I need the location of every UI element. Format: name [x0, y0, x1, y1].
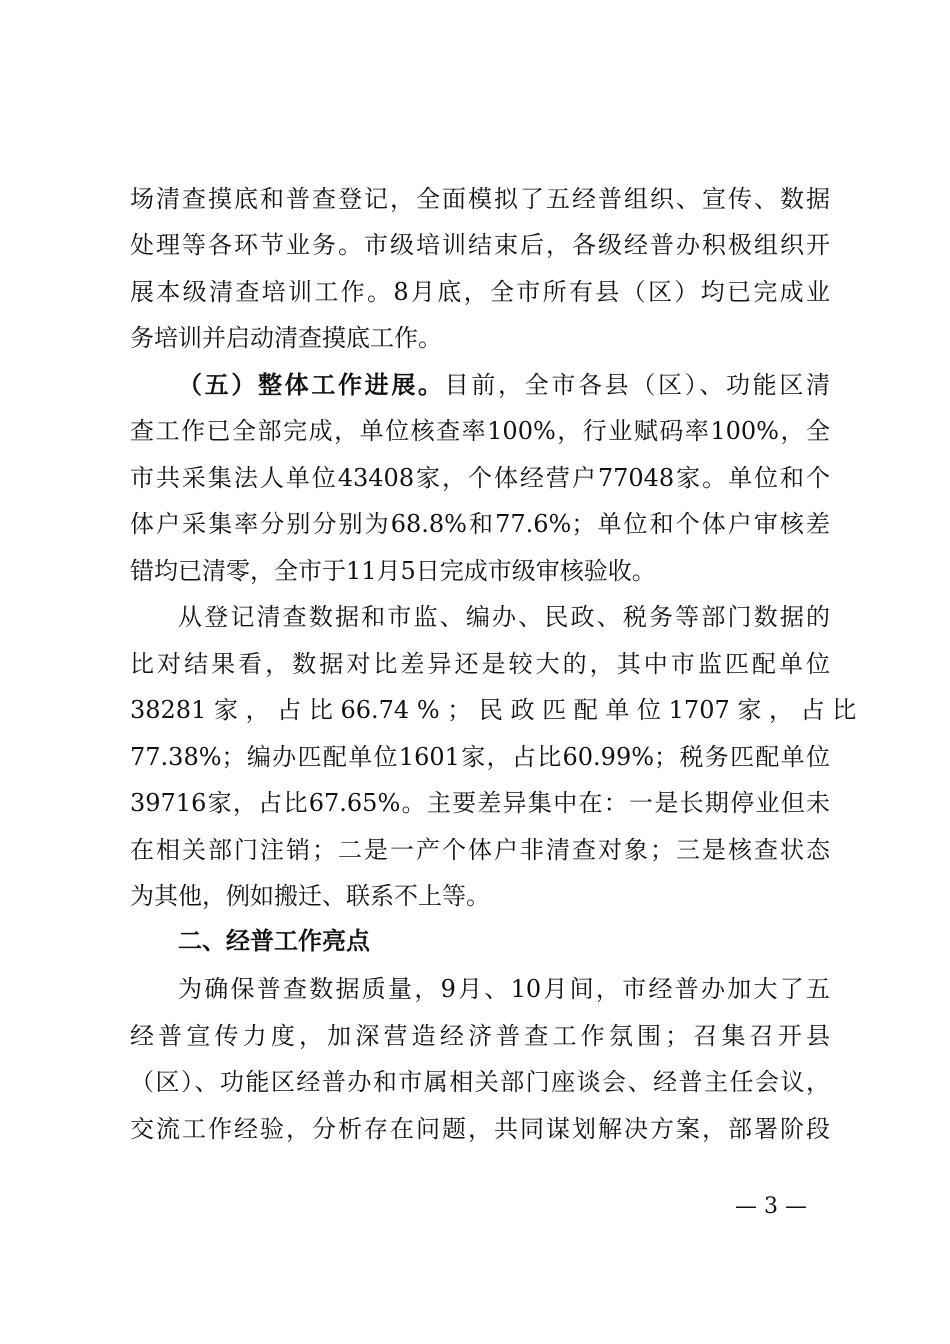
paragraph-1-line-1: 场清查摸底和普查登记，全面模拟了五经普组织、宣传、数据: [130, 185, 830, 213]
paragraph-1-line-4: 务培训并启动清查摸底工作。: [130, 324, 442, 352]
paragraph-3-line-4: 77.38%；编办匹配单位1601家，占比60.99%；税务匹配单位: [130, 743, 830, 771]
paragraph-1-line-3: 展本级清查培训工作。8月底，全市所有县（区）均已完成业: [130, 278, 830, 306]
paragraph-3-line-3: 38281 家 ， 占 比 66.74 % ； 民 政 匹 配 单 位 1707 家 ， 占 比: [130, 696, 857, 724]
paragraph-2-lead: （五）整体工作进展。: [178, 370, 445, 399]
section-heading: 二、经普工作亮点: [178, 927, 370, 955]
paragraph-3-line-1: 从登记清查数据和市监、编办、民政、税务等部门数据的: [178, 603, 830, 631]
paragraph-4-line-1: 为确保普查数据质量，9月、10月间，市经普办加大了五: [178, 975, 830, 1003]
paragraph-2-line-5: 错均已清零，全市于11月5日完成市级审核验收。: [130, 557, 656, 585]
paragraph-3-line-2: 比对结果看，数据对比差异还是较大的，其中市监匹配单位: [130, 650, 830, 678]
paragraph-3-line-6: 在相关部门注销；二是一产个体户非清查对象；三是核查状态: [130, 836, 830, 864]
paragraph-4-line-4: 交流工作经验，分析存在问题，共同谋划解决方案，部署阶段: [130, 1115, 830, 1143]
paragraph-2-line-1-rest: 目前，全市各县（区）、功能区清: [444, 371, 831, 399]
paragraph-2-line-3: 市共采集法人单位43408家，个体经营户77048家。单位和个: [130, 464, 830, 492]
paragraph-3-line-5: 39716家，占比67.65%。主要差异集中在：一是长期停业但未: [130, 789, 830, 817]
paragraph-4-line-3: （区）、功能区经普办和市属相关部门座谈会、经普主任会议，: [130, 1068, 830, 1096]
paragraph-3-line-7: 为其他，例如搬迁、联系不上等。: [130, 882, 490, 910]
paragraph-2-line-2: 查工作已全部完成，单位核查率100%，行业赋码率100%，全: [130, 417, 830, 445]
paragraph-4-line-2: 经普宣传力度，加深营造经济普查工作氛围；召集召开县: [130, 1022, 830, 1050]
paragraph-2-line-4: 体户采集率分别分别为68.8%和77.6%；单位和个体户审核差: [130, 510, 830, 538]
page-number: — 3 —: [735, 1194, 807, 1219]
paragraph-1-line-2: 处理等各环节业务。市级培训结束后，各级经普办积极组织开: [130, 231, 830, 259]
paragraph-2-line-1: [178, 362, 830, 408]
